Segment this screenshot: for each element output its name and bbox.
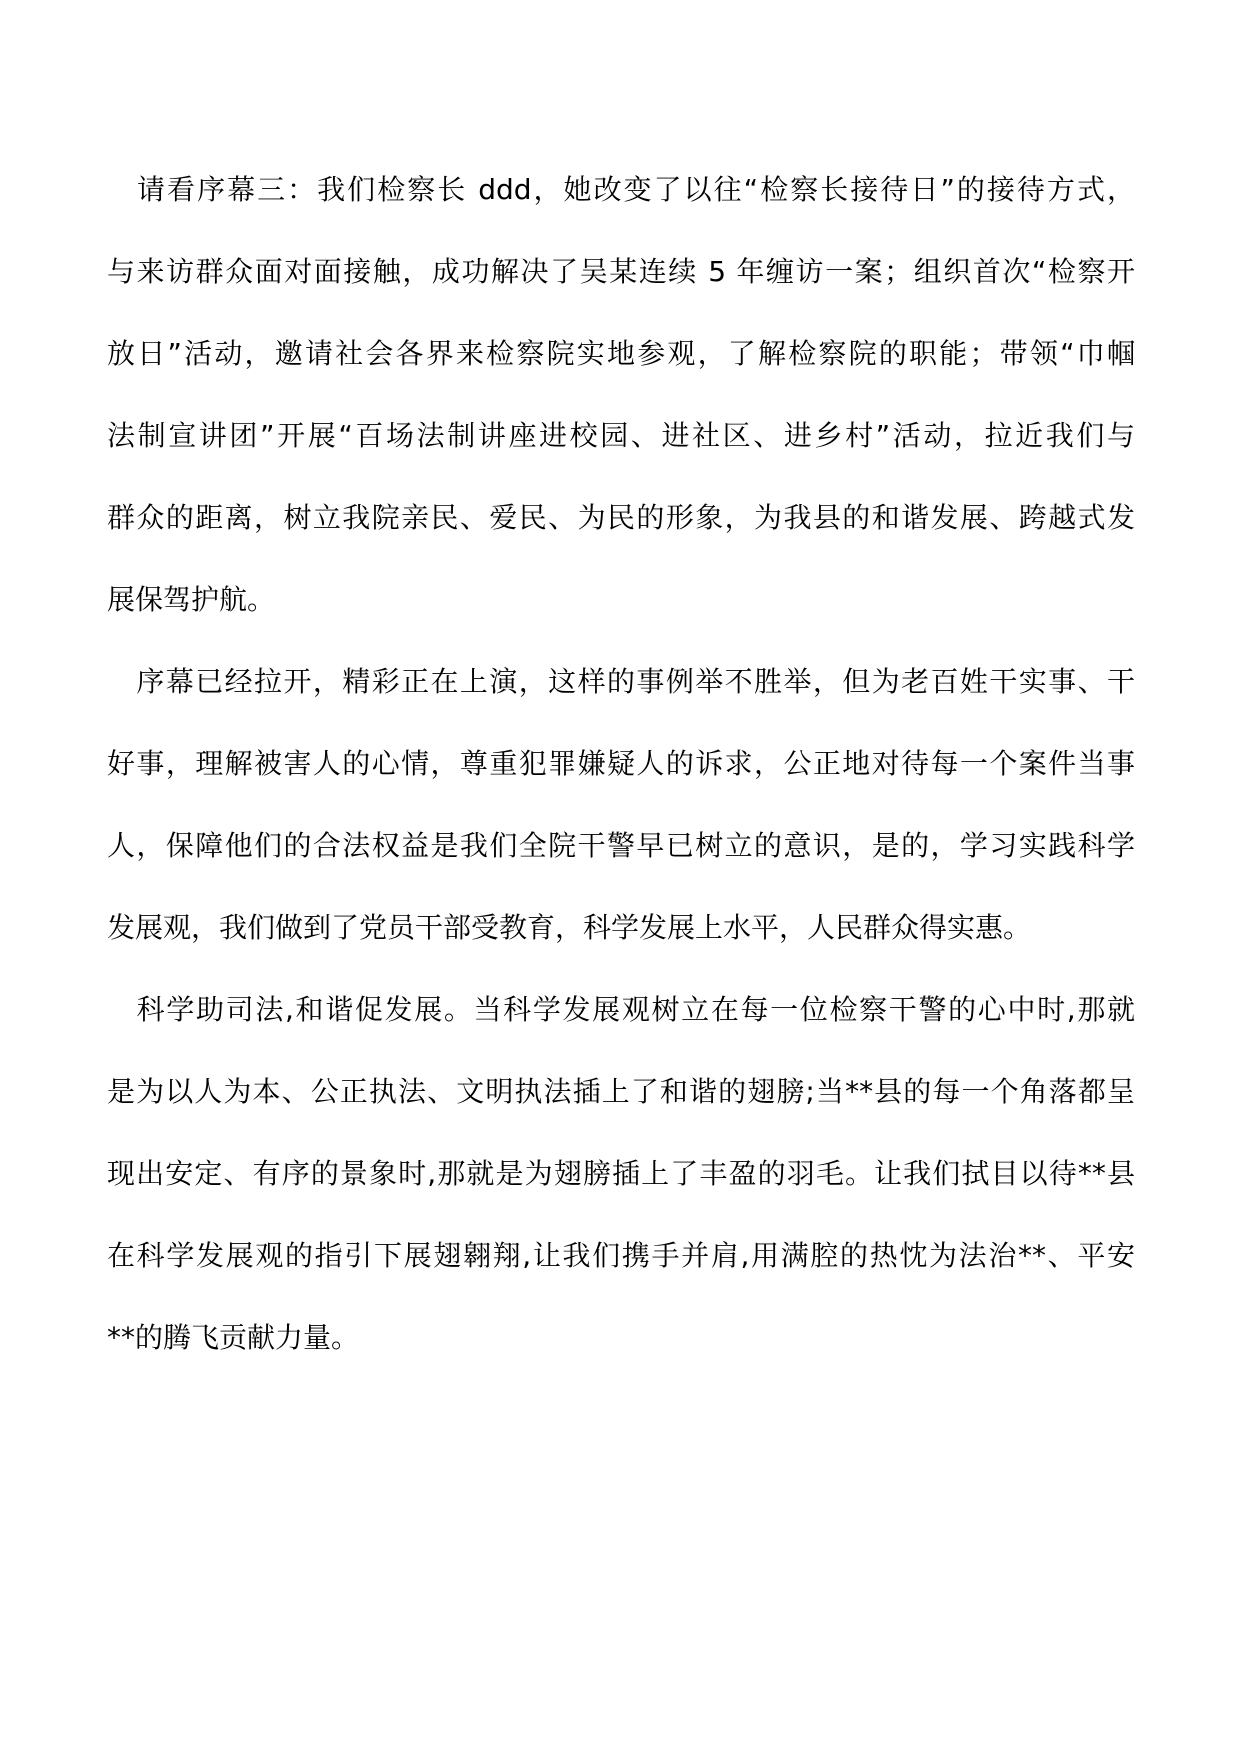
text-line: 群众的距离，树立我院亲民、爱民、为民的形象，为我县的和谐发展、跨越式发	[107, 501, 1135, 534]
paragraph-3	[107, 978, 1135, 1388]
text-line: 发展观，我们做到了党员干部受教育，科学发展上水平，人民群众得实惠。	[107, 911, 1032, 944]
text-line: **的腾飞贡献力量。	[107, 1321, 360, 1354]
document-body	[107, 158, 1135, 1388]
text-line: 与来访群众面对面接触，成功解决了吴某连续 5 年缠访一案；组织首次“检察开	[107, 255, 1135, 288]
paragraph-1	[107, 158, 1135, 650]
text-line: 在科学发展观的指引下展翅翱翔,让我们携手并肩,用满腔的热忱为法治**、平安	[107, 1239, 1135, 1272]
text-line: 法制宣讲团”开展“百场法制讲座进校园、进社区、进乡村”活动，拉近我们与	[107, 419, 1135, 452]
text-line: 人，保障他们的合法权益是我们全院干警早已树立的意识，是的，学习实践科学	[107, 829, 1135, 862]
text-line: 是为以人为本、公正执法、文明执法插上了和谐的翅膀;当**县的每一个角落都呈	[107, 1075, 1135, 1108]
text-line: 科学助司法,和谐促发展。当科学发展观树立在每一位检察干警的心中时,那就	[107, 993, 1135, 1026]
text-line: 好事，理解被害人的心情，尊重犯罪嫌疑人的诉求，公正地对待每一个案件当事	[107, 747, 1135, 780]
text-line: 展保驾护航。	[107, 583, 276, 616]
text-line: 序幕已经拉开，精彩正在上演，这样的事例举不胜举，但为老百姓干实事、干	[107, 665, 1135, 698]
text-line: 请看序幕三：我们检察长 ddd，她改变了以往“检察长接待日”的接待方式，	[107, 173, 1135, 206]
paragraph-2	[107, 650, 1135, 978]
text-line: 现出安定、有序的景象时,那就是为翅膀插上了丰盈的羽毛。让我们拭目以待**县	[107, 1157, 1135, 1190]
text-line: 放日”活动，邀请社会各界来检察院实地参观，了解检察院的职能；带领“巾帼	[107, 337, 1135, 370]
